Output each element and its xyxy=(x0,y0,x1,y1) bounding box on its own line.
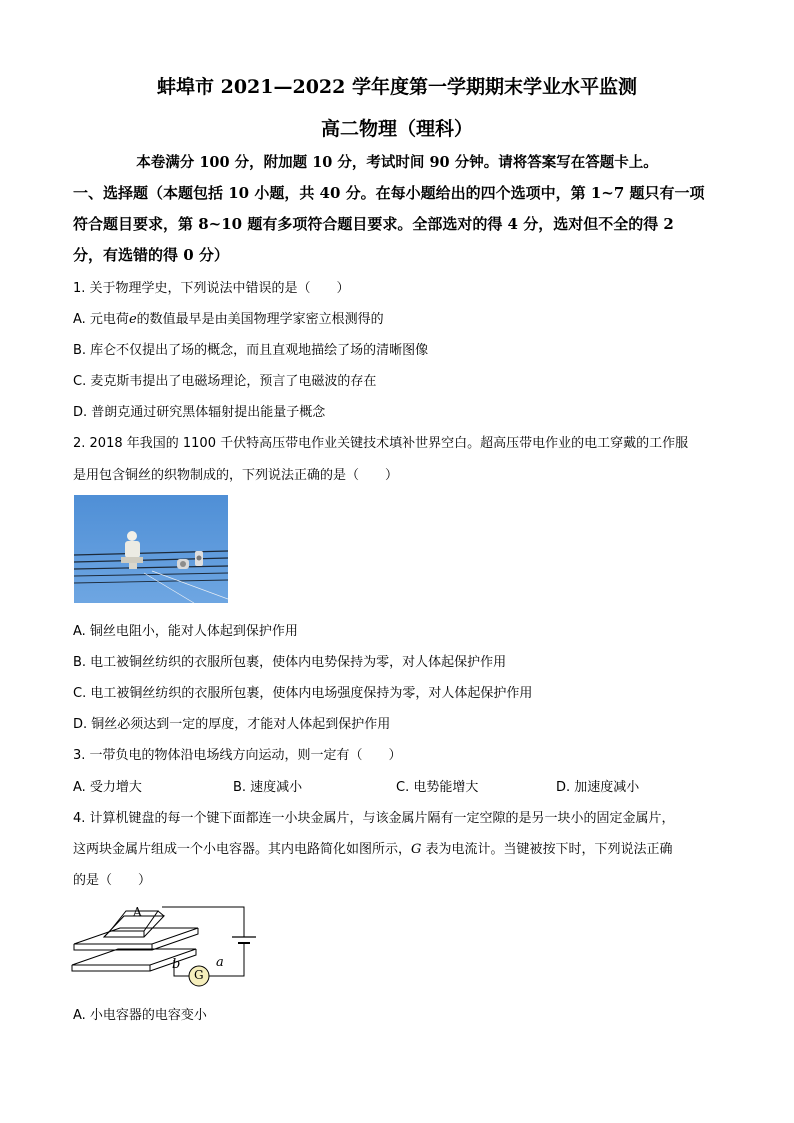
q1-option-a-pre: A. 元电荷 xyxy=(73,312,129,327)
q4-stem-line-1: 4. 计算机键盘的每一个键下面都连一小块金属片，与该金属片隔有一定空隙的是另一块小的固定金属片， xyxy=(73,811,675,826)
q2-option-a: A. 铜丝电阻小，能对人体起到保护作用 xyxy=(73,624,298,639)
section-heading-line-3: 分，有选错的得 0 分） xyxy=(73,246,229,264)
section-heading-line-1: 一、选择题（本题包括 10 小题，共 40 分。在每小题给出的四个选项中，第 1~7 题只有一项 xyxy=(73,184,705,202)
q4-stem-line-2-pre: 这两块金属片组成一个小电容器。其内电路简化如图所示， xyxy=(73,842,412,857)
q1-option-a-var: e xyxy=(128,312,137,327)
q4-stem-line-2 xyxy=(73,838,673,857)
exam-instructions: 本卷满分 100 分，附加题 10 分，考试时间 90 分钟。请将答案写在答题卡上。 xyxy=(136,154,658,171)
galvanometer-label: G xyxy=(194,968,204,982)
q1-option-a xyxy=(73,308,384,327)
q3-stem: 3. 一带负电的物体沿电场线方向运动，则一定有（ ） xyxy=(73,748,402,763)
q2-stem-line-1: 2. 2018 年我国的 1100 千伏特高压带电作业关键技术填补世界空白。超高压带电作业的电工穿戴的工作服 xyxy=(73,436,689,451)
q2-option-c: C. 电工被铜丝纺织的衣服所包裹，使体内电场强度保持为零，对人体起保护作用 xyxy=(73,686,533,701)
exam-title: 蚌埠市 2021—2022 学年度第一学期期末学业水平监测 xyxy=(157,76,637,98)
exam-subtitle: 高二物理（理科） xyxy=(320,118,473,140)
terminal-label-b: b xyxy=(172,957,181,972)
q4-stem-line-2-post: 表为电流计。当键被按下时，下列说法正确 xyxy=(421,842,673,857)
terminal-label-a: a xyxy=(216,955,224,970)
q3-option-c: C. 电势能增大 xyxy=(396,780,479,795)
q1-option-b: B. 库仑不仅提出了场的概念，而且直观地描绘了场的清晰图像 xyxy=(73,343,429,358)
q2-option-b: B. 电工被铜丝纺织的衣服所包裹，使体内电势保持为零，对人体起保护作用 xyxy=(73,655,507,670)
q3-option-b: B. 速度减小 xyxy=(233,780,303,795)
q1-option-a-post: 的数值最早是由美国物理学家密立根测得的 xyxy=(136,312,384,327)
power-line-worker-photo xyxy=(74,495,228,603)
key-label-a: A xyxy=(133,905,142,919)
q4-stem-line-2-var: G xyxy=(411,842,422,857)
q4-stem-line-3: 的是（ ） xyxy=(73,873,152,888)
q3-option-d: D. 加速度减小 xyxy=(556,780,640,795)
q2-stem-line-2: 是用包含铜丝的织物制成的，下列说法正确的是（ ） xyxy=(73,468,399,483)
q1-option-d: D. 普朗克通过研究黑体辐射提出能量子概念 xyxy=(73,405,326,420)
section-heading-line-2: 符合题目要求，第 8~10 题有多项符合题目要求。全部选对的得 4 分，选对但不全的得 2 xyxy=(73,215,674,233)
keyboard-capacitor-circuit-diagram xyxy=(70,897,260,997)
q2-option-d: D. 铜丝必须达到一定的厚度，才能对人体起到保护作用 xyxy=(73,717,391,732)
q4-option-a: A. 小电容器的电容变小 xyxy=(73,1008,207,1023)
q1-stem: 1. 关于物理学史，下列说法中错误的是（ ） xyxy=(73,281,350,296)
q3-option-a: A. 受力增大 xyxy=(73,780,142,795)
q1-option-c: C. 麦克斯韦提出了电磁场理论，预言了电磁波的存在 xyxy=(73,374,377,389)
